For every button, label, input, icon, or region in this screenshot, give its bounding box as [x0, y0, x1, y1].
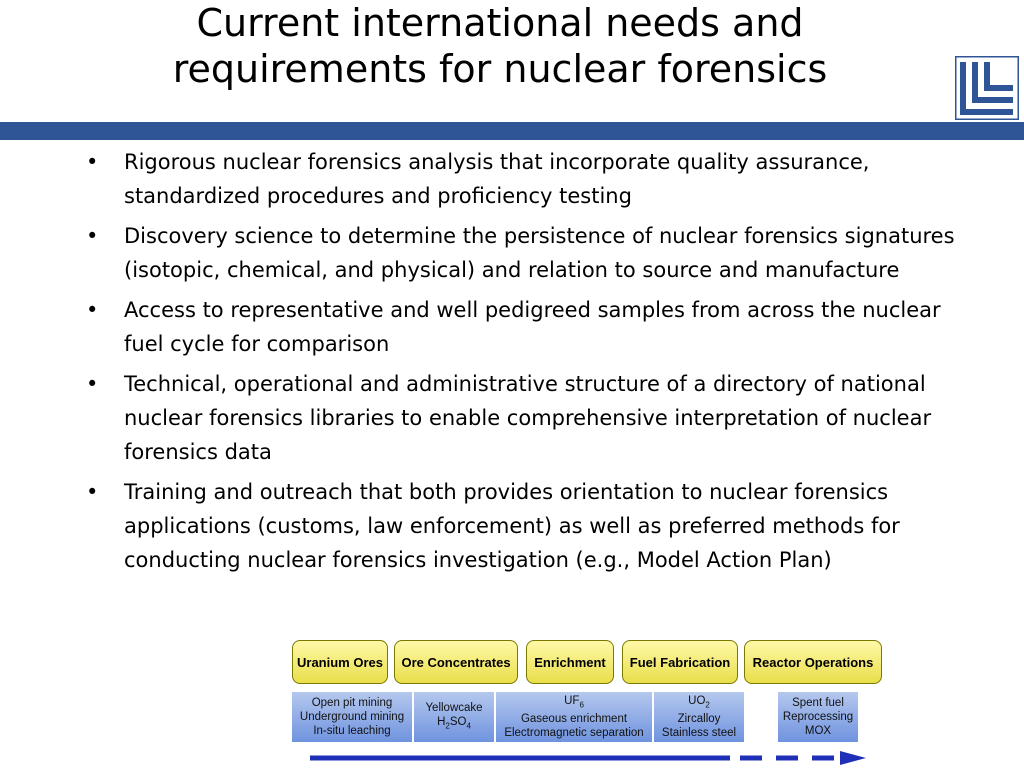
- detail-reactor-operations: [778, 692, 858, 742]
- detail-ore-concentrates: [414, 692, 494, 742]
- detail-formula: [654, 694, 744, 712]
- bullet-symbol: •: [86, 372, 99, 396]
- detail-line: MOX: [804, 725, 832, 737]
- stage-fuel-fabrication: Fuel Fabrication: [622, 640, 738, 684]
- header-divider-bar: [0, 122, 1024, 140]
- detail-line: Gaseous enrichment: [520, 713, 628, 726]
- detail-line: Zircalloy: [677, 713, 721, 726]
- detail-line: Spent fuel: [792, 697, 844, 709]
- bullet-symbol: •: [86, 480, 99, 504]
- detail-line: Underground mining: [299, 711, 405, 723]
- detail-line: Electromagnetic separation: [504, 727, 644, 740]
- formula-part: UO: [688, 694, 706, 707]
- llnl-logo-icon: [955, 56, 1019, 120]
- detail-fuel-fabrication: [654, 692, 744, 742]
- bullet-item: [84, 475, 964, 577]
- detail-line: Reprocessing: [782, 711, 854, 723]
- formula-subscript: 2: [445, 721, 450, 731]
- fuel-cycle-diagram: [290, 640, 890, 768]
- bullet-item: [84, 367, 964, 469]
- formula-part: H: [437, 715, 446, 728]
- detail-line: Stainless steel: [661, 727, 737, 740]
- formula-part: UF: [564, 694, 580, 707]
- detail-formula: [496, 694, 652, 712]
- formula-subscript: 6: [579, 700, 584, 710]
- detail-line: Yellowcake: [425, 701, 483, 714]
- fuel-cycle-arrow-icon: [310, 750, 890, 766]
- stage-enrichment: Enrichment: [526, 640, 614, 684]
- bullet-symbol: •: [86, 224, 99, 248]
- detail-line: In-situ leaching: [313, 725, 391, 737]
- formula-subscript: 4: [466, 721, 471, 731]
- detail-uranium-ores: [292, 692, 412, 742]
- bullet-item: [84, 293, 964, 361]
- title-line-1: Current international needs and: [196, 1, 804, 45]
- bullet-item: [84, 145, 964, 213]
- detail-enrichment: [496, 692, 652, 742]
- bullet-text: Access to representative and well pedigreed samples from across the nuclear fuel cycle for comparison: [124, 298, 941, 356]
- bullet-symbol: •: [86, 150, 99, 174]
- title-line-2: requirements for nuclear forensics: [172, 47, 828, 91]
- detail-formula: [414, 715, 494, 733]
- bullet-symbol: •: [86, 298, 99, 322]
- slide-title: [60, 0, 940, 92]
- bullet-list: [84, 145, 964, 583]
- bullet-item: [84, 219, 964, 287]
- detail-line: Open pit mining: [311, 697, 393, 709]
- formula-part: SO: [449, 715, 467, 728]
- bullet-text: Rigorous nuclear forensics analysis that incorporate quality assurance, standardized procedures and proficiency testing: [124, 150, 870, 208]
- formula-subscript: 2: [705, 700, 710, 710]
- stage-reactor-operations: Reactor Operations: [744, 640, 882, 684]
- bullet-text: Training and outreach that both provides orientation to nuclear forensics applications (customs, law enforcement) as well as preferred methods for conducting nuclear forensics investigation (e.g., Model Action Plan): [124, 480, 900, 572]
- stage-uranium-ores: Uranium Ores: [292, 640, 388, 684]
- bullet-text: Discovery science to determine the persistence of nuclear forensics signatures (isotopic, chemical, and physical) and relation to source and manufacture: [124, 224, 955, 282]
- stage-ore-concentrates: Ore Concentrates: [394, 640, 518, 684]
- bullet-text: Technical, operational and administrative structure of a directory of national nuclear forensics libraries to enable comprehensive interpretation of nuclear forensics data: [124, 372, 932, 464]
